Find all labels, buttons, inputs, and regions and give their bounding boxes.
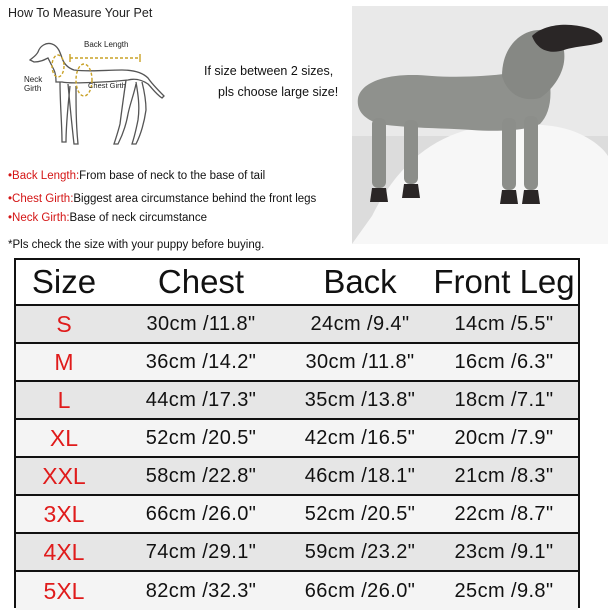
- chest-cell: 36cm /14.2": [145, 350, 257, 373]
- definition-chest-girth: [8, 193, 316, 205]
- back-cell: 59cm /23.2": [304, 540, 416, 563]
- size-note-line2: pls choose large size!: [218, 85, 339, 99]
- chest-cell: 44cm /17.3": [145, 388, 257, 411]
- chest-cell: 52cm /20.5": [145, 426, 257, 449]
- neck-girth-label-line1: Neck: [24, 75, 43, 84]
- header-back: Back: [323, 263, 397, 300]
- front-leg-cell: 14cm /5.5": [454, 312, 554, 335]
- table-row: [16, 534, 578, 572]
- table-row: [16, 344, 578, 382]
- size-cell: M: [54, 348, 74, 375]
- back-cell: 24cm /9.4": [310, 312, 410, 335]
- header-front-leg: Front Leg: [433, 263, 575, 300]
- chest-cell: 58cm /22.8": [145, 464, 257, 487]
- size-cell: 3XL: [43, 500, 85, 527]
- size-cell: XL: [49, 424, 79, 451]
- back-cell: 42cm /16.5": [304, 426, 416, 449]
- back-cell: 66cm /26.0": [304, 579, 416, 602]
- chest-girth-ring: [76, 64, 92, 96]
- size-cell: 4XL: [43, 538, 85, 565]
- neck-girth-label-line2: Girth: [24, 84, 42, 93]
- size-cell: 5XL: [43, 577, 85, 604]
- size-note-line1: If size between 2 sizes,: [204, 64, 334, 78]
- chest-cell: 66cm /26.0": [145, 502, 257, 525]
- chest-girth-label: Chest Girth: [88, 81, 126, 90]
- table-row: [16, 496, 578, 534]
- definition-term: Back Length:: [12, 170, 80, 182]
- front-leg-cell: 22cm /8.7": [454, 502, 554, 525]
- chest-cell: 82cm /32.3": [145, 579, 257, 602]
- front-leg-cell: 20cm /7.9": [454, 426, 554, 449]
- neck-girth-ring: [52, 55, 64, 77]
- size-cell: L: [57, 386, 71, 413]
- bullet: •: [8, 193, 13, 205]
- table-row: [16, 458, 578, 496]
- back-cell: 46cm /18.1": [304, 464, 416, 487]
- definition-term: Neck Girth:: [12, 212, 70, 224]
- table-row: [16, 572, 578, 610]
- table-row: [16, 306, 578, 344]
- table-row: [16, 382, 578, 420]
- page-title: How To Measure Your Pet: [8, 6, 153, 20]
- size-cell: S: [56, 310, 72, 337]
- back-cell: 52cm /20.5": [304, 502, 416, 525]
- definition-text: From base of neck to the base of tail: [79, 170, 266, 182]
- header-chest: Chest: [157, 263, 245, 300]
- definition-term: Chest Girth:: [12, 193, 74, 205]
- front-leg-cell: 23cm /9.1": [454, 540, 554, 563]
- definition-text: Biggest area circumstance behind the front legs: [73, 193, 317, 205]
- front-leg-cell: 25cm /9.8": [454, 579, 554, 602]
- chest-cell: 74cm /29.1": [145, 540, 257, 563]
- dog-photo: [352, 6, 608, 244]
- front-leg-cell: 16cm /6.3": [454, 350, 554, 373]
- header-size: Size: [31, 263, 97, 300]
- table-header-row: [16, 260, 578, 306]
- definition-text: Base of neck circumstance: [69, 212, 207, 224]
- bullet: •: [8, 170, 13, 182]
- check-size-note: *Pls check the size with your puppy before buying.: [8, 239, 265, 251]
- table-row: [16, 420, 578, 458]
- definition-neck-girth: [8, 212, 207, 224]
- front-leg-cell: 21cm /8.3": [454, 464, 554, 487]
- back-cell: 30cm /11.8": [305, 350, 415, 373]
- size-cell: XXL: [42, 462, 86, 489]
- chest-cell: 30cm /11.8": [146, 312, 256, 335]
- front-leg-cell: 18cm /7.1": [454, 388, 554, 411]
- back-length-label: Back Length: [84, 40, 129, 49]
- dog-measurement-diagram: [10, 24, 190, 174]
- size-chart-table: [14, 258, 580, 608]
- bullet: •: [8, 212, 13, 224]
- definition-back-length: [8, 170, 265, 182]
- back-cell: 35cm /13.8": [304, 388, 416, 411]
